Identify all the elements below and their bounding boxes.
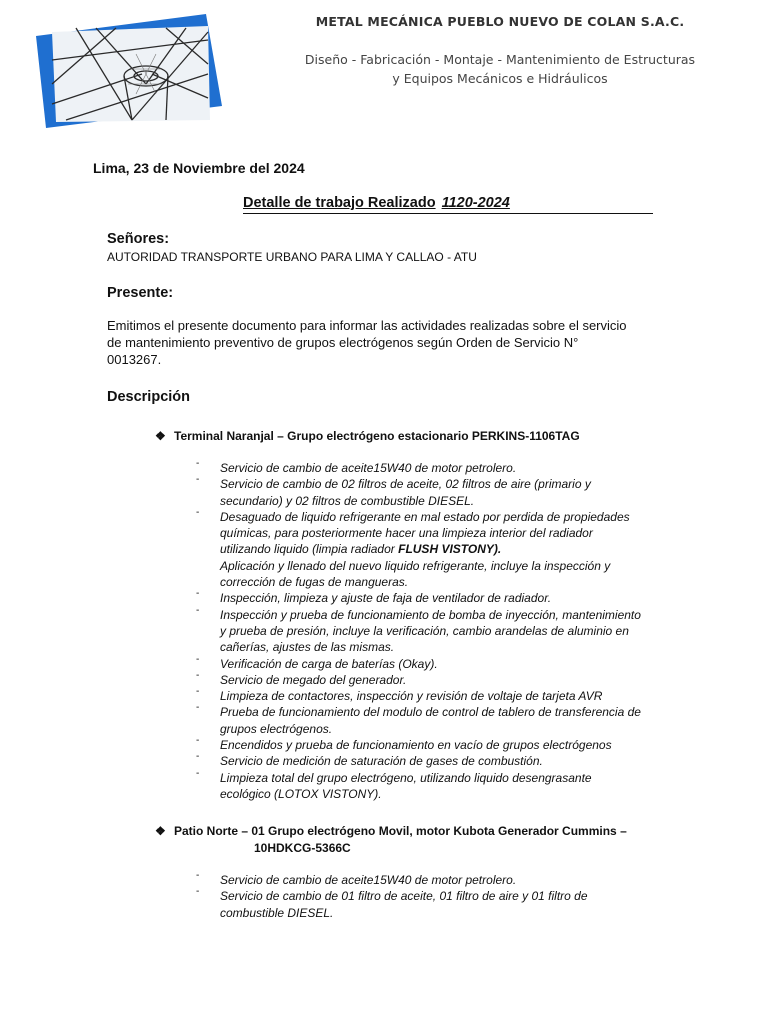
dash-bullet-icon: - <box>196 686 200 698</box>
task-item <box>196 669 666 688</box>
document-date: Lima, 23 de Noviembre del 2024 <box>93 160 305 176</box>
task-line: cañerías, ajustes de las mismas. <box>220 640 395 655</box>
intro-paragraph <box>107 317 667 368</box>
dash-bullet-icon: - <box>196 604 200 616</box>
task-line <box>220 541 666 557</box>
task-item <box>196 704 666 737</box>
dash-bullet-icon: - <box>196 588 200 600</box>
task-item <box>196 753 666 769</box>
document-number: 1120-2024 <box>441 195 510 211</box>
task-item <box>196 688 666 704</box>
dash-bullet-icon: - <box>196 735 200 747</box>
diamond-bullet-icon: ❖ <box>155 429 166 443</box>
presente-heading: Presente: <box>107 285 174 301</box>
section-2-title-line-2: 10HDKCG-5366C <box>254 841 351 855</box>
document-title <box>243 195 653 214</box>
dash-bullet-icon: - <box>196 458 200 469</box>
task-line: Servicio de cambio de aceite15W40 de motor petrolero. <box>220 461 517 475</box>
section-2-title <box>155 823 675 857</box>
task-line: Prueba de funcionamiento del modulo de control de tablero de transferencia de <box>220 705 641 720</box>
task-line: Desaguado de liquido refrigerante en mal estado por perdida de propiedades <box>220 509 630 524</box>
task-line: grupos electrógenos. <box>220 721 333 736</box>
task-line: Verificación de carga de baterías (Okay). <box>220 656 438 671</box>
dash-bullet-icon: - <box>196 669 200 681</box>
task-line: ecológico (LOTOX VISTONY). <box>220 786 382 801</box>
task-item <box>196 653 666 672</box>
task-line: Servicio de cambio de aceite15W40 de motor petrolero. <box>220 873 517 887</box>
diamond-bullet-icon: ❖ <box>155 824 166 838</box>
company-logo <box>36 14 224 132</box>
task-line: secundario) y 02 filtros de combustible DIESEL. <box>220 493 475 508</box>
task-line-text: utilizando liquido (limpia radiador <box>220 542 399 557</box>
intro-line: Emitimos el presente documento para informar las actividades realizadas sobre el servicio <box>107 318 627 333</box>
task-line: corrección de fugas de mangueras. <box>220 575 409 590</box>
dash-bullet-icon: - <box>196 506 200 518</box>
product-name: FLUSH VISTONY). <box>398 542 502 557</box>
task-item <box>196 590 666 606</box>
task-line: Aplicación y llenado del nuevo liquido refrigerante, incluye la inspección y <box>220 558 611 573</box>
document-title-label: Detalle de trabajo Realizado <box>243 195 436 211</box>
company-tagline-line-2: y Equipos Mecánicos e Hidráulicos <box>392 71 608 86</box>
task-item <box>196 460 666 476</box>
task-item <box>196 872 666 888</box>
task-item <box>196 737 666 753</box>
senores-heading: Señores: <box>107 231 170 247</box>
section-2-task-list <box>196 872 666 921</box>
tower-structure-icon <box>36 14 224 132</box>
dash-bullet-icon: - <box>196 474 200 486</box>
dash-bullet-icon: - <box>196 702 200 714</box>
descripcion-heading: Descripción <box>107 389 190 405</box>
recipient-name: AUTORIDAD TRANSPORTE URBANO PARA LIMA Y CALLAO - ATU <box>107 250 477 264</box>
task-line: Limpieza de contactores, inspección y revisión de voltaje de tarjeta AVR <box>220 689 603 704</box>
task-item <box>196 767 666 803</box>
task-line: Limpieza total del grupo electrógeno, utilizando liquido desengrasante <box>220 770 592 785</box>
dash-bullet-icon: - <box>196 870 200 881</box>
task-line: Inspección, limpieza y ajuste de faja de ventilador de radiador. <box>220 591 552 606</box>
task-line: Inspección y prueba de funcionamiento de bomba de inyección, mantenimiento <box>220 607 641 622</box>
task-line: Servicio de cambio de 01 filtro de aceite, 01 filtro de aire y 01 filtro de <box>220 889 588 904</box>
task-item <box>196 888 666 921</box>
section-1-title <box>155 428 580 445</box>
section-2-title-line-1: Patio Norte – 01 Grupo electrógeno Movil, motor Kubota Generador Cummins – <box>174 824 627 838</box>
task-line: combustible DIESEL. <box>220 905 334 920</box>
dash-bullet-icon: - <box>196 886 200 898</box>
task-item <box>196 604 666 656</box>
dash-bullet-icon: - <box>196 653 200 665</box>
task-item <box>196 506 666 558</box>
task-line: y prueba de presión, incluye la verificación, cambio arandelas de aluminio en <box>220 623 629 638</box>
task-line: químicas, para posteriormente hacer una limpieza interior del radiador <box>220 526 593 541</box>
section-1-title-text: Terminal Naranjal – Grupo electrógeno estacionario PERKINS-1106TAG <box>174 429 580 443</box>
task-line: Servicio de megado del generador. <box>220 672 407 687</box>
intro-line: de mantenimiento preventivo de grupos electrógenos según Orden de Servicio N° <box>107 335 579 350</box>
company-name: METAL MECÁNICA PUEBLO NUEVO DE COLAN S.A.C. <box>315 14 685 29</box>
task-line: Servicio de cambio de 02 filtros de aceite, 02 filtros de aire (primario y <box>220 477 591 492</box>
task-line: Encendidos y prueba de funcionamiento en vacío de grupos electrógenos <box>220 738 612 753</box>
task-item <box>196 558 666 591</box>
task-item <box>196 476 666 509</box>
company-tagline-line-1: Diseño - Fabricación - Montaje - Mantenimiento de Estructuras <box>304 52 696 67</box>
dash-bullet-icon: - <box>196 767 200 779</box>
dash-bullet-icon: - <box>196 751 200 763</box>
intro-line: 0013267. <box>107 352 162 367</box>
section-1-task-list <box>196 460 666 802</box>
task-line: Servicio de medición de saturación de gases de combustión. <box>220 754 543 769</box>
